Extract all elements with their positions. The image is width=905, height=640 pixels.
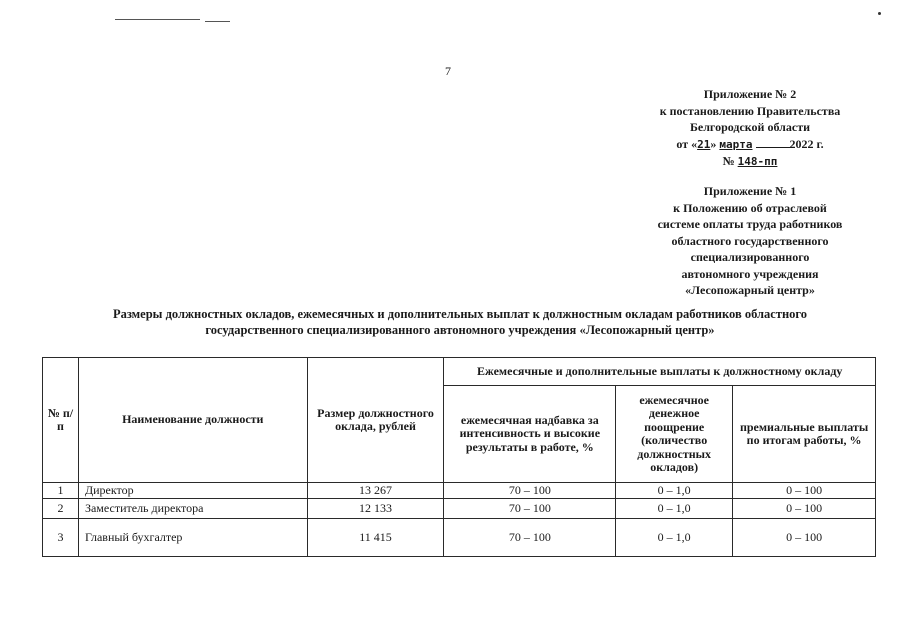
annex-2-number: № 148-пп bbox=[722, 154, 778, 168]
scan-artifact-line bbox=[115, 19, 200, 20]
cell-position: Главный бухгалтер bbox=[78, 519, 307, 557]
scan-artifact-line bbox=[205, 21, 230, 22]
header-payments-group: Ежемесячные и дополнительные выплаты к должностному окладу bbox=[444, 358, 876, 386]
cell-bonus: 70 – 100 bbox=[444, 519, 616, 557]
cell-position: Заместитель директора bbox=[78, 499, 307, 519]
cell-num: 1 bbox=[43, 483, 79, 499]
cell-encouragement: 0 – 1,0 bbox=[616, 519, 733, 557]
cell-salary: 11 415 bbox=[307, 519, 444, 557]
salary-table bbox=[42, 357, 876, 557]
document-number: 148-пп bbox=[737, 155, 778, 168]
annex-1-title: Приложение № 1 bbox=[703, 184, 797, 198]
date-day: 21 bbox=[697, 137, 711, 151]
cell-premium: 0 – 100 bbox=[733, 519, 876, 557]
cell-bonus: 70 – 100 bbox=[444, 499, 616, 519]
table-row bbox=[43, 519, 876, 557]
annex-1-line: специализированного bbox=[690, 250, 810, 264]
annex-1-line: к Положению об отраслевой bbox=[673, 200, 827, 215]
cell-salary: 13 267 bbox=[307, 483, 444, 499]
cell-premium: 0 – 100 bbox=[733, 499, 876, 519]
cell-bonus: 70 – 100 bbox=[444, 483, 616, 499]
annex-2-date: от «21» марта 2022 г. bbox=[676, 136, 824, 151]
annex-1-line: автономного учреждения bbox=[681, 266, 819, 281]
cell-encouragement: 0 – 1,0 bbox=[616, 483, 733, 499]
annex-1-line: областного государственного bbox=[671, 233, 829, 248]
annex-2-line: к постановлению Правительства bbox=[659, 103, 841, 118]
table-row bbox=[43, 499, 876, 519]
cell-premium: 0 – 100 bbox=[733, 483, 876, 499]
scan-artifact-dot bbox=[878, 12, 881, 15]
header-position: Наименование должности bbox=[78, 358, 307, 483]
date-year-gap bbox=[756, 147, 790, 148]
header-encouragement: ежемесячное денежное поощрение (количество должностных окладов) bbox=[616, 386, 733, 483]
annex-2-title: Приложение № 2 bbox=[703, 87, 797, 101]
cell-position: Директор bbox=[78, 483, 307, 499]
annex-2-line: Белгородской области bbox=[689, 120, 811, 134]
header-salary: Размер должностного оклада, рублей bbox=[307, 358, 444, 483]
annex-1-line: «Лесопожарный центр» bbox=[685, 283, 815, 297]
cell-num: 3 bbox=[43, 519, 79, 557]
date-month: марта bbox=[719, 137, 753, 151]
table-title: Размеры должностных окладов, ежемесячных и дополнительных выплат к должностным окладам работников областного государственного специализированного автономного учреждения «Лесопожарный центр» bbox=[112, 307, 808, 337]
page-number: 7 bbox=[445, 64, 451, 78]
cell-salary: 12 133 bbox=[307, 499, 444, 519]
header-num: № п/п bbox=[43, 358, 79, 483]
annex-1-block bbox=[630, 183, 870, 299]
header-bonus-intensity: ежемесячная надбавка за интенсивность и высокие результаты в работе, % bbox=[444, 386, 616, 483]
annex-1-line: системе оплаты труда работников bbox=[657, 217, 843, 231]
cell-encouragement: 0 – 1,0 bbox=[616, 499, 733, 519]
header-premium: премиальные выплаты по итогам работы, % bbox=[733, 386, 876, 483]
annex-2-block bbox=[630, 86, 870, 171]
table-row bbox=[43, 483, 876, 499]
cell-num: 2 bbox=[43, 499, 79, 519]
